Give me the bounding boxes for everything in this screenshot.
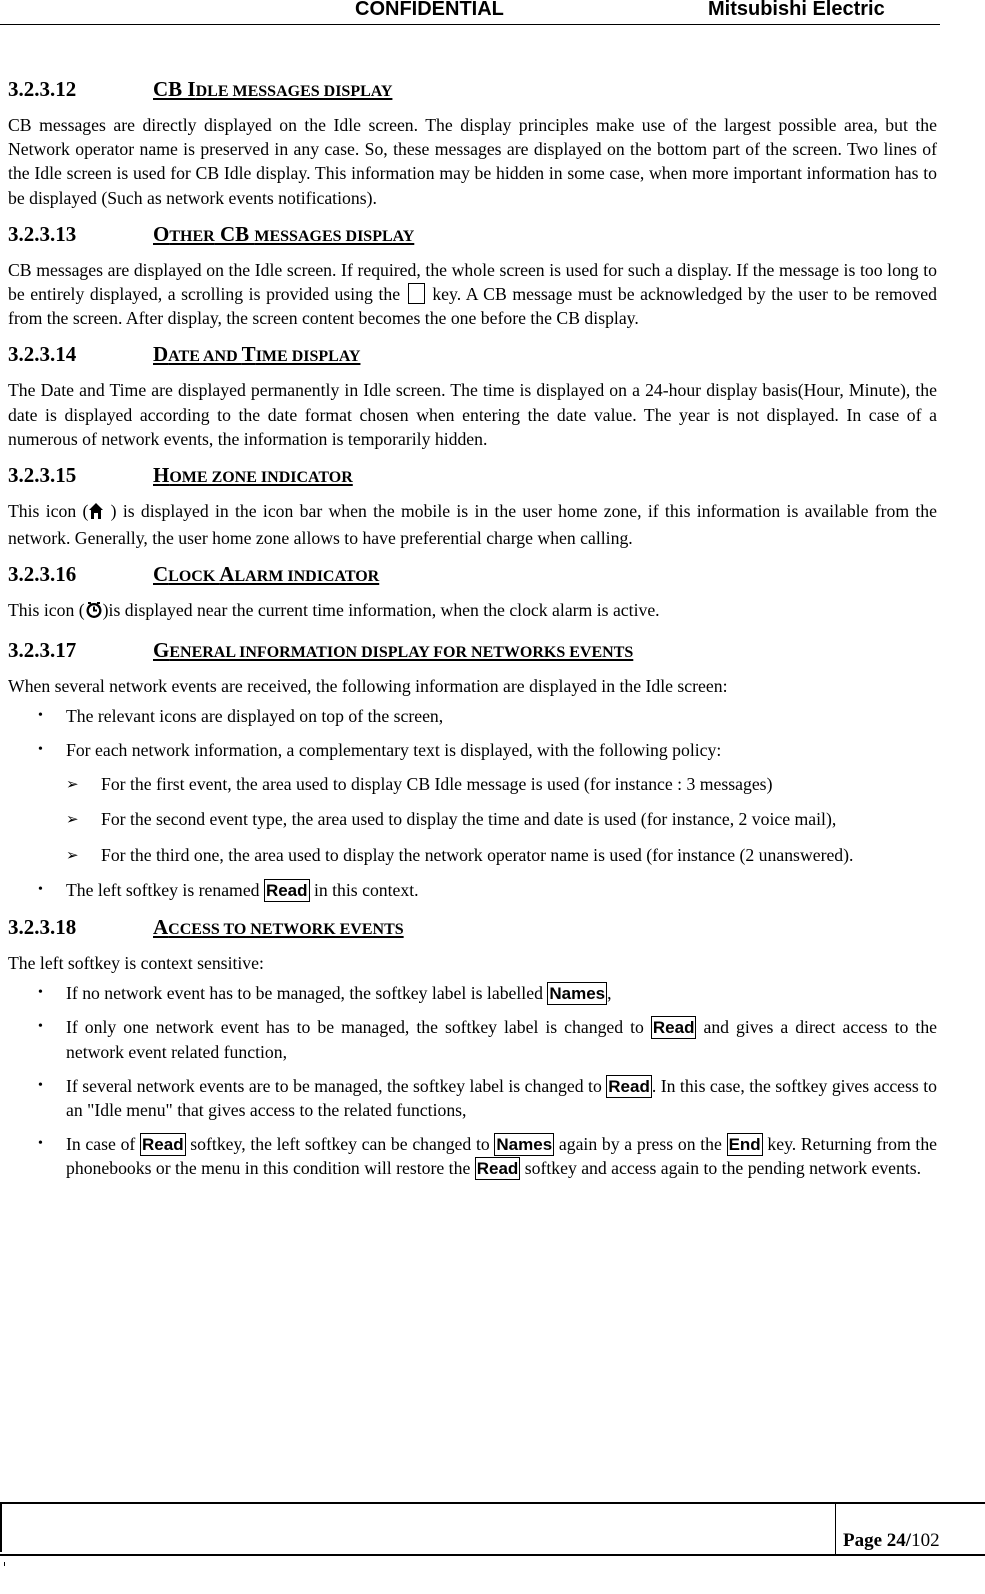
section-clock-alarm-indicator (8, 559, 937, 625)
sub-list-item: ➢ For the first event, the area used to display CB Idle message is used (for instance : 3 messages) (66, 774, 773, 795)
section-heading: 3.2.3.14 DATE AND TIME DISPLAY (8, 342, 361, 367)
bullet-list (8, 981, 937, 1180)
section-paragraph: When several network events are received, the following information are displayed in the Idle screen: (8, 675, 728, 696)
scroll-key-icon (408, 283, 425, 304)
section-paragraph: CB messages are directly displayed on the Idle screen. The display principles make use of the largest possible area, but the Network operator name is preserved in any case. So, these messages are displayed on the bottom part of the screen. Two lines of the Idle screen is used for CB Idle display. This information may be hidden in some case, when more important information has to be displayed (Such as network events notifications). (8, 115, 937, 208)
read-softkey-label: Read (652, 1018, 695, 1038)
list-item: • If several network events are to be managed, the softkey label is changed to Read . In this case, the softkey gives access to an "Idle menu" that gives access to the related functions, (38, 1075, 938, 1121)
home-zone-icon (88, 502, 104, 526)
list-item: • The left softkey is renamed Read in this context. (38, 879, 419, 900)
sub-list-item: ➢ For the second event type, the area used to display the time and date is used (for instance, 2 voice mail), (66, 809, 837, 830)
section-paragraph: The left softkey is context sensitive: (8, 953, 264, 974)
page-footer (0, 1502, 985, 1556)
names-softkey-label: Names (549, 984, 606, 1004)
read-softkey-label: Read (265, 880, 308, 900)
list-item: • The relevant icons are displayed on top of the screen, (38, 705, 444, 726)
section-heading: 3.2.3.17 GENERAL INFORMATION DISPLAY FOR NETWORKS EVENTS (8, 637, 634, 662)
confidential-label: CONFIDENTIAL (355, 0, 504, 20)
section-other-cb-messages (8, 219, 937, 331)
read-softkey-label: Read (142, 1135, 184, 1155)
section-heading: 3.2.3.13 OTHER CB MESSAGES DISPLAY (8, 221, 415, 246)
section-home-zone-indicator (8, 460, 937, 550)
section-heading: 3.2.3.16 CLOCK ALARM INDICATOR (8, 562, 380, 587)
section-date-time-display (8, 339, 937, 451)
section-paragraph: CB messages are displayed on the Idle screen. If required, the whole screen is used for such a display. If the message is too long to be entirely displayed, a scrolling is provided using the key. A CB message must be acknowledged by the user to be removed from the screen. After display, the screen content becomes the one before the CB display. (8, 259, 938, 329)
company-name: Mitsubishi Electric (708, 0, 885, 20)
bullet-list (8, 704, 937, 902)
document-body (8, 74, 937, 1191)
page-number: Page 24/102 (843, 1530, 940, 1551)
end-key-label: End (728, 1135, 761, 1155)
arrow-icon: ➢ (66, 775, 79, 794)
read-softkey-label: Read (476, 1159, 519, 1179)
section-cb-idle-messages (8, 74, 937, 210)
section-heading: 3.2.3.18 ACCESS TO NETWORK EVENTS (8, 915, 404, 940)
section-paragraph: This icon ( ) is displayed in the icon bar when the mobile is in the user home zone, if this information is available from the network. Generally, the user home zone allows to have preferential charge when calling. (8, 501, 938, 549)
section-paragraph: The Date and Time are displayed permanently in Idle screen. The time is displayed on a 24-hour display basis(Hour, Minute), the date is displayed according to the date format chosen when entering the date value. The year is not displayed. In case of a numerous of network events, the information is temporarily hidden. (8, 380, 937, 449)
section-paragraph: This icon ( )is displayed near the current time information, when the clock alarm is active. (8, 598, 937, 625)
section-access-network-events (8, 912, 937, 1181)
list-item: • In case of Read softkey, the left softkey can be changed to Names again by a press on the End key. Returning from the phonebooks or the menu in this condition will restore the Read softkey and access again to the pending network events. (38, 1134, 938, 1179)
footer-mark (4, 1562, 5, 1566)
section-heading: 3.2.3.15 HOME ZONE INDICATOR (8, 463, 353, 488)
list-item: • For each network information, a complementary text is displayed, with the following policy: ➢ For the first event, the area used to display CB Idle message is used (for instance : 3 messages) ➢ For the second event type, the area used to display the time and date is used (for instance, 2 voice mail), ➢ For the third one, the area used to display the network operator name is used (for instance (2 unanswered). (8, 738, 937, 867)
sub-list-item: ➢ For the third one, the area used to display the network operator name is used (for instance (2 unanswered). (66, 844, 854, 865)
sub-list (66, 772, 937, 867)
clock-alarm-icon (85, 601, 103, 625)
names-softkey-label: Names (496, 1135, 553, 1155)
arrow-icon: ➢ (66, 810, 79, 829)
section-general-information-display (8, 635, 937, 902)
arrow-icon: ➢ (66, 845, 79, 864)
section-heading: 3.2.3.12 CB IDLE MESSAGES DISPLAY (8, 77, 393, 101)
list-item: • If no network event has to be managed, the softkey label is labelled Names , (38, 983, 612, 1004)
list-item: • If only one network event has to be managed, the softkey label is changed to Read and gives a direct access to the network event related function, (38, 1017, 938, 1062)
read-softkey-label: Read (608, 1076, 650, 1096)
page-header (0, 0, 940, 25)
